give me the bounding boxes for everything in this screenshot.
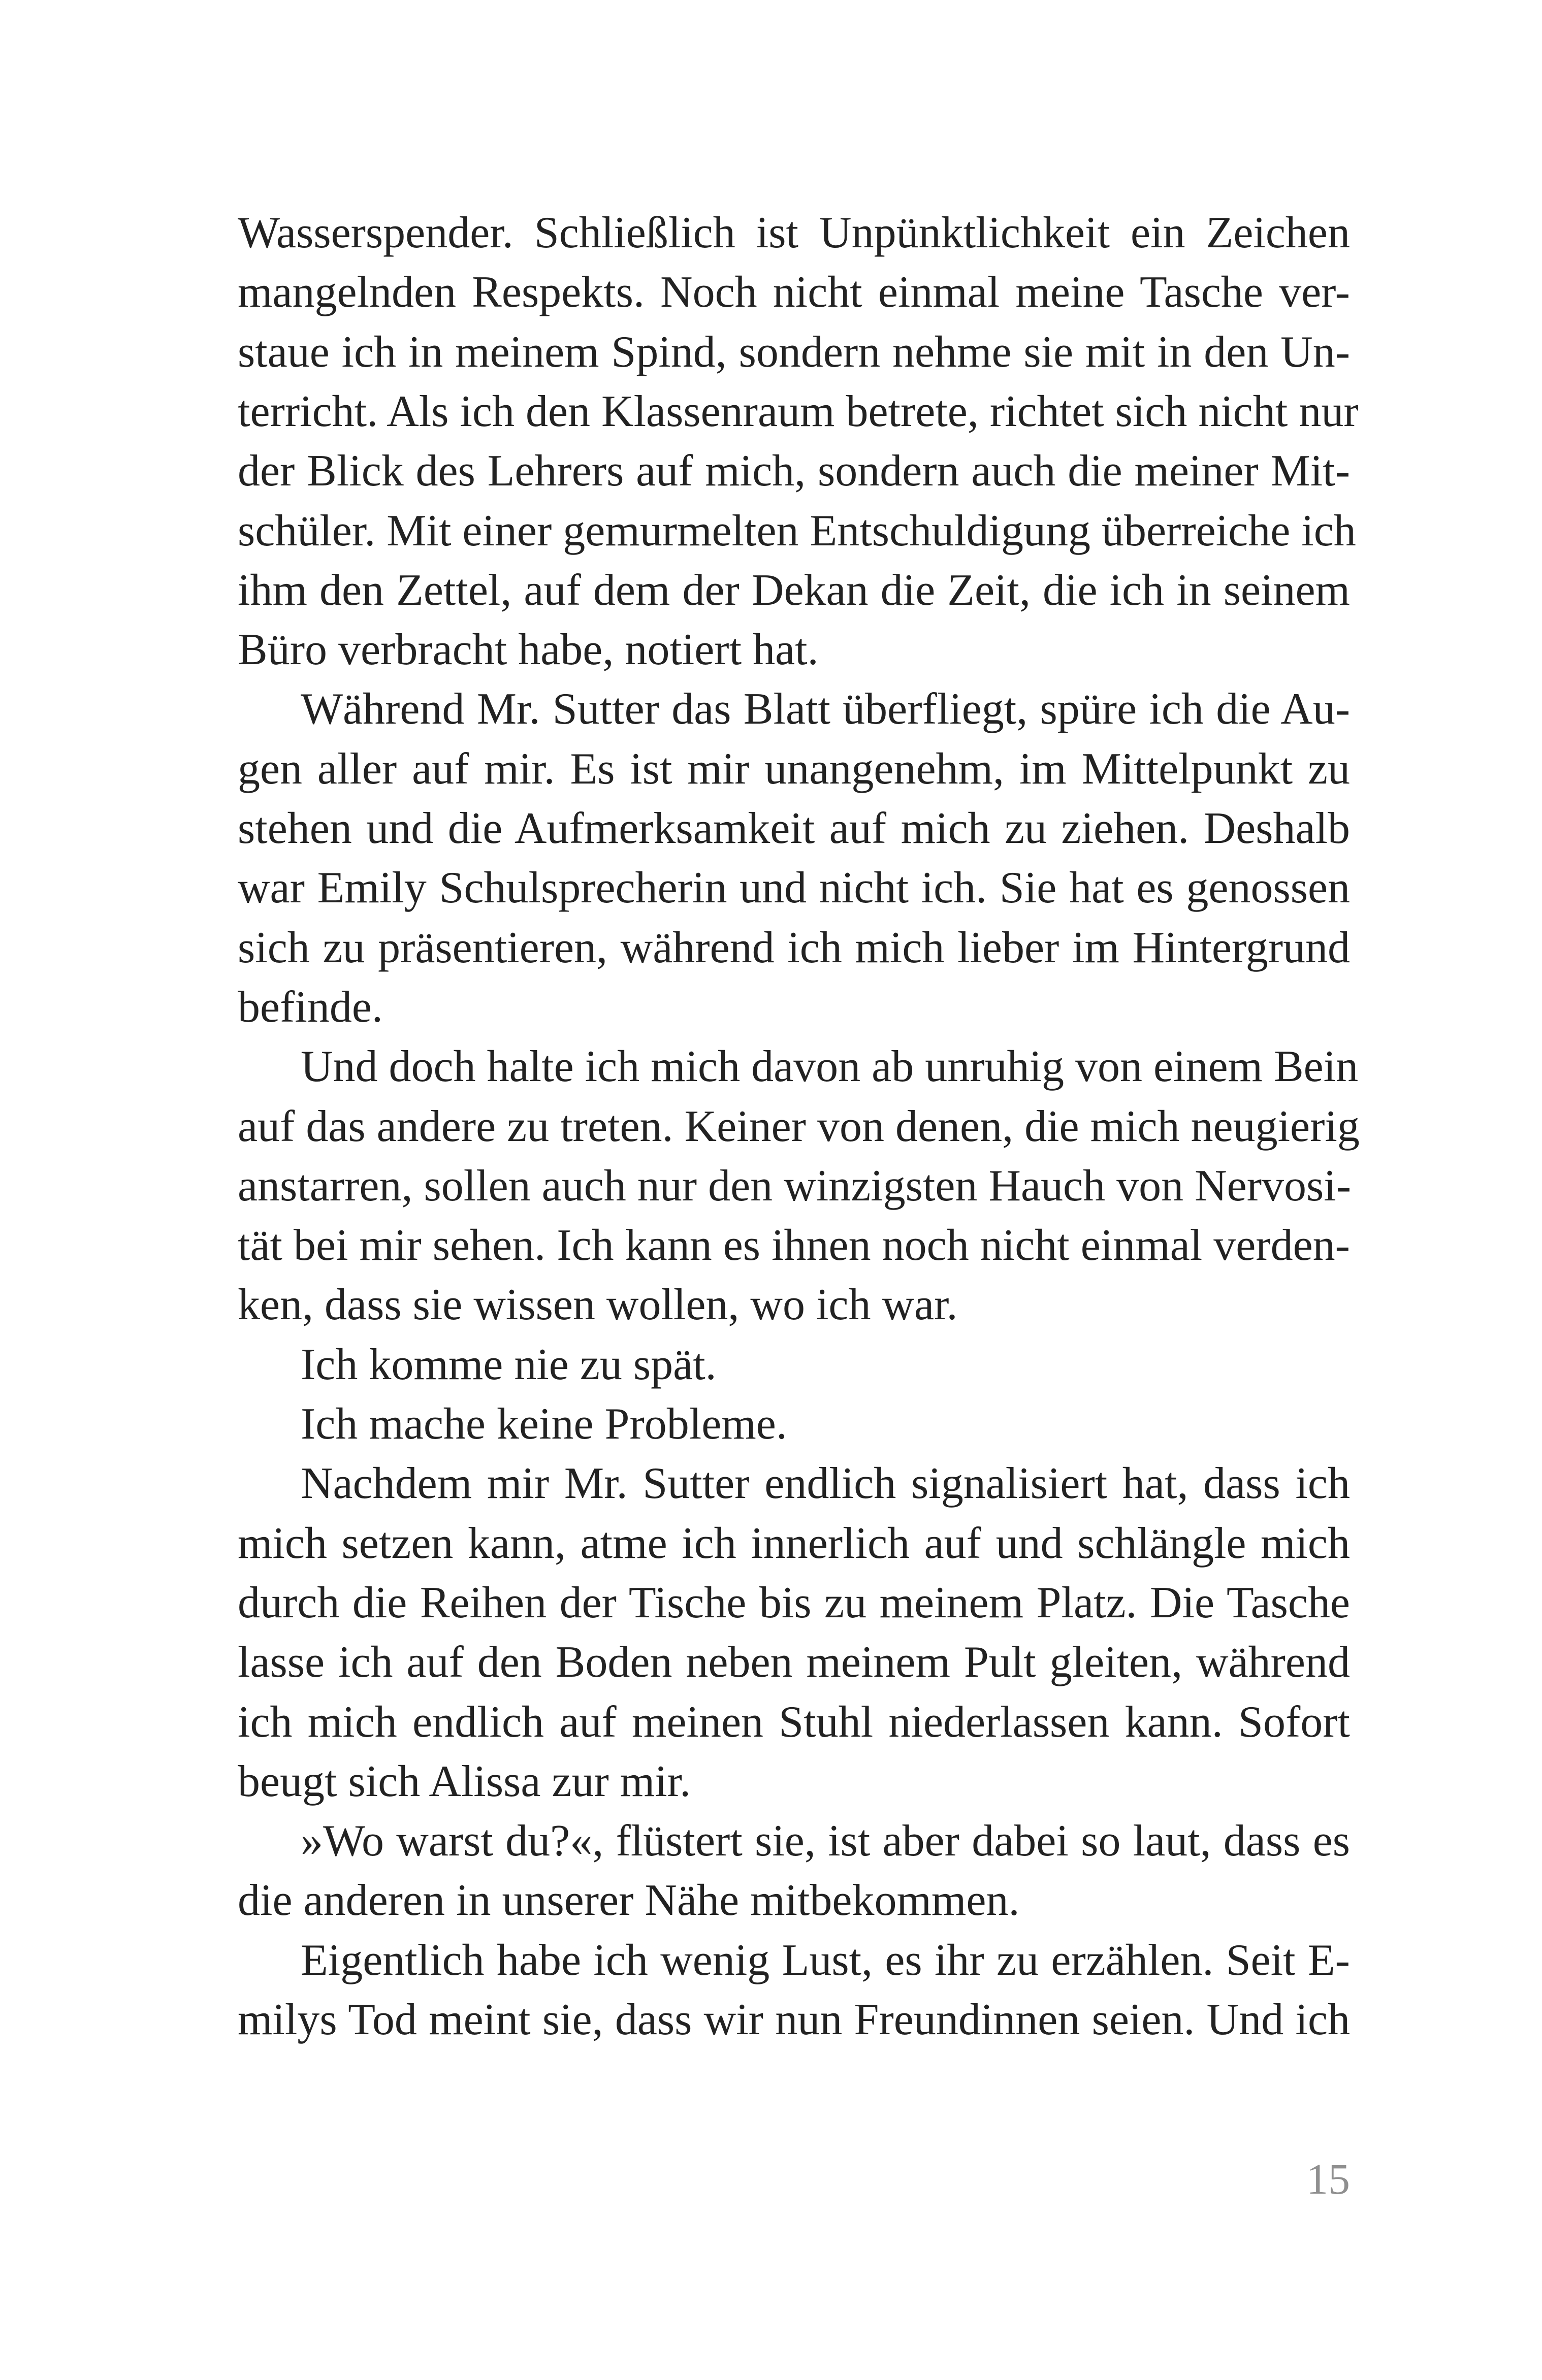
- text-line: »Wo warst du?«, flüstert sie, ist aber dabei so laut, dass es: [301, 1816, 1350, 1866]
- text-line: lasse ich auf den Boden neben meinem Pult gleiten, während: [238, 1638, 1350, 1687]
- text-line: Ich komme nie zu spät.: [301, 1340, 717, 1389]
- text-line: milys Tod meint sie, dass wir nun Freundinnen seien. Und ich: [238, 1995, 1350, 2044]
- text-line: schüler. Mit einer gemurmelten Entschuldigung überreiche ich: [238, 506, 1356, 556]
- text-line: auf das andere zu treten. Keiner von denen, die mich neugierig: [238, 1102, 1360, 1151]
- text-line: Ich mache keine Probleme.: [301, 1399, 787, 1449]
- text-line: tät bei mir sehen. Ich kann es ihnen noch nicht einmal verden-: [238, 1221, 1350, 1270]
- text-line: Während Mr. Sutter das Blatt überfliegt, spüre ich die Au-: [301, 684, 1350, 734]
- page-number: 15: [1306, 2155, 1350, 2203]
- text-line: terricht. Als ich den Klassenraum betrete, richtet sich nicht nur: [238, 387, 1359, 436]
- text-line: war Emily Schulsprecherin und nicht ich. Sie hat es genossen: [238, 863, 1350, 912]
- text-line: ihm den Zettel, auf dem der Dekan die Zeit, die ich in seinem: [238, 566, 1350, 615]
- text-line: durch die Reihen der Tische bis zu meinem Platz. Die Tasche: [238, 1578, 1350, 1627]
- text-line: staue ich in meinem Spind, sondern nehme sie mit in den Un-: [238, 328, 1350, 377]
- text-line: Eigentlich habe ich wenig Lust, es ihr zu erzählen. Seit E-: [301, 1936, 1350, 1985]
- text-line: mich setzen kann, atme ich innerlich auf und schlängle mich: [238, 1519, 1350, 1568]
- text-line: mangelnden Respekts. Noch nicht einmal meine Tasche ver-: [238, 268, 1350, 317]
- text-line: Wasserspender. Schließlich ist Unpünktlichkeit ein Zeichen: [238, 208, 1350, 257]
- text-line: beugt sich Alissa zur mir.: [238, 1757, 691, 1806]
- text-line: Und doch halte ich mich davon ab unruhig von einem Bein: [301, 1042, 1359, 1091]
- text-line: Nachdem mir Mr. Sutter endlich signalisiert hat, dass ich: [301, 1459, 1350, 1508]
- text-line: sich zu präsentieren, während ich mich lieber im Hintergrund: [238, 923, 1350, 972]
- text-line: stehen und die Aufmerksamkeit auf mich zu ziehen. Deshalb: [238, 804, 1350, 853]
- text-line: gen aller auf mir. Es ist mir unangenehm, im Mittelpunkt zu: [238, 744, 1350, 794]
- text-line: der Blick des Lehrers auf mich, sondern auch die meiner Mit-: [238, 446, 1350, 496]
- text-line: ken, dass sie wissen wollen, wo ich war.: [238, 1280, 958, 1329]
- text-line: die anderen in unserer Nähe mitbekommen.: [238, 1876, 1020, 1925]
- text-line: ich mich endlich auf meinen Stuhl niederlassen kann. Sofort: [238, 1698, 1350, 1747]
- text-line: anstarren, sollen auch nur den winzigsten Hauch von Nervosi-: [238, 1161, 1352, 1211]
- text-line: befinde.: [238, 983, 383, 1032]
- text-line: Büro verbracht habe, notiert hat.: [238, 625, 819, 674]
